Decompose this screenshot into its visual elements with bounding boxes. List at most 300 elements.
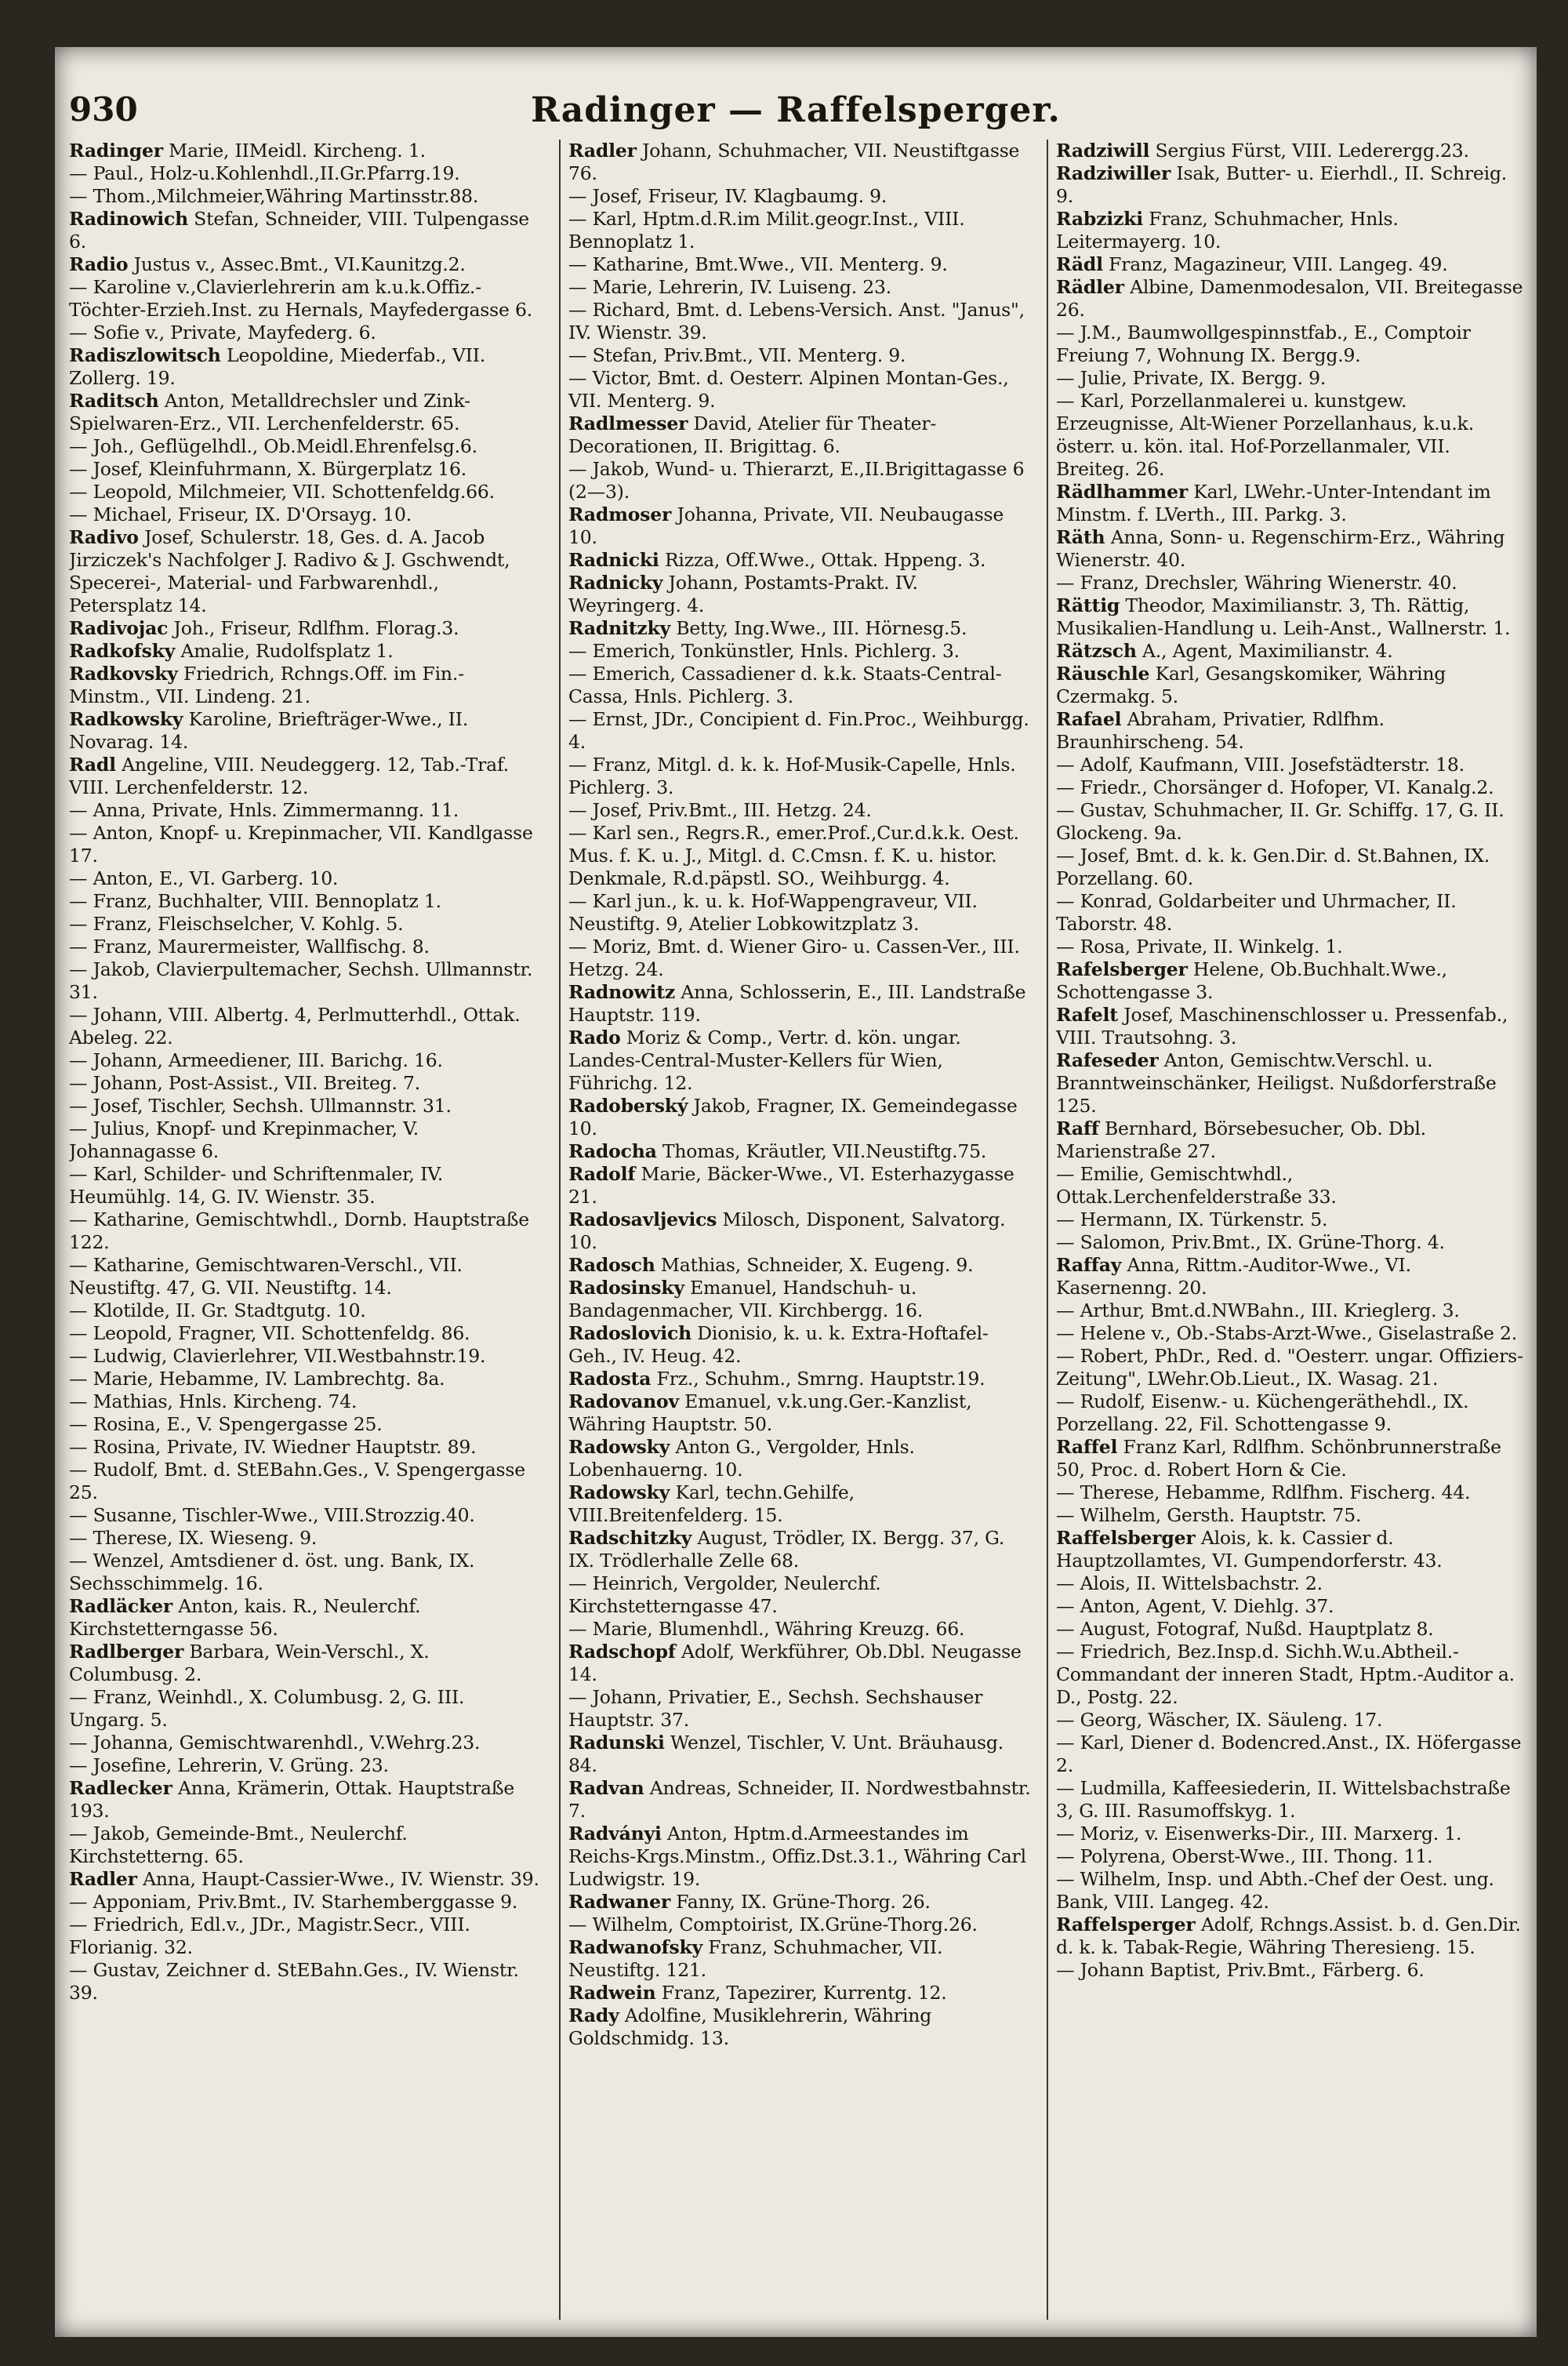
entry-text: Wenzel, Tischler, V. Unt. Bräuhausg. 84. (568, 1732, 1004, 1776)
entry-text: Isak, Butter- u. Eierhdl., II. Schreig. 9. (1056, 162, 1508, 207)
entry-text: — Johann, Armeediener, III. Barichg. 16. (69, 1049, 443, 1071)
directory-entry (69, 458, 539, 481)
entry-text: — Friedrich, Bez.Insp.d. Sichh.W.u.Abtheil.-Commandant der inneren Stadt, Hptm.-Auditor a. D., Postg. 22. (1056, 1641, 1515, 1708)
directory-entry (568, 1481, 1035, 1527)
entry-text: Karl, Gesangskomiker, Währing Czermakg. 5. (1056, 663, 1446, 707)
entry-surname: Radunski (568, 1732, 665, 1754)
directory-entry (1056, 1322, 1526, 1345)
directory-entry (69, 1891, 539, 1914)
entry-text: — Wilhelm, Insp. und Abth.-Chef der Oest. ung. Bank, VIII. Langeg. 42. (1056, 1868, 1494, 1913)
entry-text: — Leopold, Fragner, VII. Schottenfeldg. 86. (69, 1322, 470, 1344)
entry-text: — Gustav, Zeichner d. StEBahn.Ges., IV. Wienstr. 39. (69, 1959, 519, 2004)
entry-text: — Katharine, Gemischtwhdl., Dornb. Hauptstraße 122. (69, 1208, 529, 1253)
directory-entry (69, 1732, 539, 1754)
directory-entry (69, 708, 539, 754)
entry-surname: Räuschle (1056, 663, 1150, 685)
directory-entry (568, 1436, 1035, 1481)
directory-page (55, 47, 1537, 2337)
entry-surname: Radl (69, 754, 116, 776)
directory-entry (69, 754, 539, 799)
entry-text: — August, Fotograf, Nußd. Hauptplatz 8. (1056, 1618, 1434, 1640)
entry-surname: Rabzizki (1056, 208, 1143, 230)
entry-text: Milosch, Disponent, Salvatorg. 10. (568, 1208, 1006, 1253)
column-2 (559, 140, 1035, 2320)
entry-text: Franz Karl, Rdlfhm. Schönbrunnerstraße 50, Proc. d. Robert Horn & Cie. (1056, 1436, 1501, 1481)
directory-entry (568, 981, 1035, 1027)
directory-entry (69, 481, 539, 503)
directory-entry (568, 549, 1035, 572)
directory-entry (69, 867, 539, 890)
directory-entry (1056, 845, 1526, 890)
directory-entry (568, 617, 1035, 640)
directory-entry (69, 526, 539, 617)
entry-text: — Victor, Bmt. d. Oesterr. Alpinen Montan-Ges., VII. Menterg. 9. (568, 367, 1009, 412)
entry-text: — Jakob, Gemeinde-Bmt., Neulerchf. Kirchstetterng. 65. (69, 1823, 408, 1867)
directory-entry (1056, 936, 1526, 958)
directory-entry (568, 299, 1035, 344)
entry-text: — Therese, Hebamme, Rdlfhm. Fischerg. 44. (1056, 1481, 1471, 1503)
directory-entry (568, 1891, 1035, 1914)
directory-entry (1056, 1527, 1526, 1572)
entry-text: Karl, LWehr.-Unter-Intendant im Minstm. f. LVerth., III. Parkg. 3. (1056, 481, 1491, 525)
entry-text: — Katharine, Bmt.Wwe., VII. Menterg. 9. (568, 253, 948, 275)
entry-text: Anna, Krämerin, Ottak. Hauptstraße 193. (69, 1777, 515, 1822)
entry-surname: Radwanofsky (568, 1936, 703, 1958)
directory-entry (1056, 1914, 1526, 1959)
entry-text: — Susanne, Tischler-Wwe., VIII.Strozzig.40. (69, 1504, 475, 1526)
entry-text: Thomas, Kräutler, VII.Neustiftg.75. (656, 1140, 987, 1162)
entry-text: — Moriz, v. Eisenwerks-Dir., III. Marxerg. 1. (1056, 1823, 1462, 1844)
entry-surname: Raffelsberger (1056, 1527, 1196, 1549)
entry-text: — Rudolf, Eisenw.- u. Küchengeräthehdl., IX. Porzellang. 22, Fil. Schottengasse 9. (1056, 1390, 1469, 1435)
directory-entry (69, 185, 539, 208)
entry-text: — Anna, Private, Hnls. Zimmermanng. 11. (69, 799, 459, 821)
entry-text: — Wilhelm, Comptoirist, IX.Grüne-Thorg.26. (568, 1914, 978, 1935)
directory-entry (568, 1982, 1035, 2004)
directory-entry (69, 1550, 539, 1595)
entry-text: — Gustav, Schuhmacher, II. Gr. Schiffg. 17, G. II. Glockeng. 9a. (1056, 799, 1504, 844)
entry-text: Emanuel, Handschuh- u. Bandagenmacher, VII. Kirchbergg. 16. (568, 1277, 924, 1321)
entry-text: — Georg, Wäscher, IX. Säuleng. 17. (1056, 1709, 1383, 1731)
directory-entry (69, 1345, 539, 1368)
directory-entry (1056, 958, 1526, 1004)
entry-text: Bernhard, Börsebesucher, Ob. Dbl. Marienstraße 27. (1056, 1118, 1426, 1162)
entry-text: — Johann, VIII. Albertg. 4, Perlmutterhdl., Ottak. Abeleg. 22. (69, 1004, 521, 1049)
directory-entry (1056, 1732, 1526, 1777)
directory-entry (568, 1527, 1035, 1572)
directory-entry (568, 572, 1035, 617)
entry-text: — Johann Baptist, Priv.Bmt., Färberg. 6. (1056, 1959, 1425, 1981)
entry-text: — Rosa, Private, II. Winkelg. 1. (1056, 936, 1343, 958)
entry-surname: Radoberský (568, 1095, 688, 1117)
entry-surname: Raff (1056, 1118, 1099, 1139)
directory-entry (568, 458, 1035, 503)
entry-text: David, Atelier für Theater-Decorationen, II. Brigittag. 6. (568, 413, 937, 457)
directory-entry (568, 1254, 1035, 1277)
entry-text: — Mathias, Hnls. Kircheng. 74. (69, 1390, 358, 1412)
entry-text: — Anton, Agent, V. Diehlg. 37. (1056, 1595, 1334, 1617)
directory-entry (1056, 594, 1526, 640)
directory-entry (1056, 1959, 1526, 1982)
directory-entry (1056, 663, 1526, 708)
directory-entry (1056, 526, 1526, 572)
entry-text: Barbara, Wein-Verschl., X. Columbusg. 2. (69, 1641, 430, 1685)
entry-text: Sergius Fürst, VIII. Lederergg.23. (1149, 140, 1469, 162)
entry-surname: Radowsky (568, 1481, 670, 1503)
entry-surname: Radinger (69, 140, 163, 162)
directory-entry (1056, 1118, 1526, 1163)
entry-text: — Hermann, IX. Türkenstr. 5. (1056, 1208, 1328, 1230)
directory-entry (1056, 1163, 1526, 1208)
entry-text: — Julius, Knopf- und Krepinmacher, V. Johannagasse 6. (69, 1118, 419, 1162)
entry-text: — Emerich, Cassadiener d. k.k. Staats-Central-Cassa, Hnls. Pichlerg. 3. (568, 663, 1002, 707)
directory-entry (1056, 799, 1526, 845)
directory-entry (1056, 1049, 1526, 1118)
directory-entry (568, 640, 1035, 663)
entry-surname: Radler (568, 140, 637, 162)
directory-entry (1056, 1345, 1526, 1390)
entry-text: — Josef, Friseur, IV. Klagbaumg. 9. (568, 185, 887, 207)
directory-entry (568, 1027, 1035, 1095)
entry-text: Josef, Maschinenschlosser u. Pressenfab., VIII. Trautsohng. 3. (1056, 1004, 1508, 1049)
directory-entry (69, 1595, 539, 1641)
entry-surname: Radocha (568, 1140, 657, 1162)
entry-text: Anton G., Vergolder, Hnls. Lobenhauerng. 10. (568, 1436, 915, 1481)
entry-text: — Josef, Bmt. d. k. k. Gen.Dir. d. St.Bahnen, IX. Porzellang. 60. (1056, 845, 1490, 889)
entry-surname: Radlberger (69, 1641, 184, 1663)
directory-entry (1056, 1777, 1526, 1823)
entry-surname: Radlecker (69, 1777, 172, 1799)
entry-text: — Sofie v., Private, Mayfederg. 6. (69, 322, 376, 343)
entry-text: — Klotilde, II. Gr. Stadtgutg. 10. (69, 1299, 366, 1321)
entry-surname: Rafael (1056, 708, 1122, 730)
directory-entry (1056, 367, 1526, 390)
entry-text: Anton, Metalldrechsler und Zink-Spielwaren-Erz., VII. Lerchenfelderstr. 65. (69, 390, 470, 434)
entry-text: — Franz, Maurermeister, Wallfischg. 8. (69, 936, 430, 958)
directory-entry (1056, 890, 1526, 936)
entry-surname: Radnicki (568, 549, 659, 571)
entry-surname: Radosavljevics (568, 1208, 717, 1230)
entry-text: — Franz, Buchhalter, VIII. Bennoplatz 1. (69, 890, 441, 912)
entry-surname: Radmoser (568, 503, 672, 525)
entry-surname: Rädlhammer (1056, 481, 1189, 503)
entry-text: — Emerich, Tonkünstler, Hnls. Pichlerg. 3. (568, 640, 960, 662)
directory-entry (1056, 1572, 1526, 1595)
directory-entry (1056, 776, 1526, 799)
directory-entry (1056, 1208, 1526, 1231)
entry-text: Josef, Schulerstr. 18, Ges. d. A. Jacob Jirziczek's Nachfolger J. Radivo & J. Gschwendt, Specerei-, Material- und Farbwarenhdl., Petersplatz 14. (69, 526, 510, 616)
entry-surname: Radnitzky (568, 617, 671, 639)
entry-text: Anton, Hptm.d.Armeestandes im Reichs-Krgs.Minstm., Offiz.Dst.3.1., Währing Carl Ludwigstr. 19. (568, 1823, 1026, 1890)
directory-entry (69, 1322, 539, 1345)
entry-surname: Rado (568, 1027, 621, 1049)
entry-surname: Radowsky (568, 1436, 670, 1458)
entry-text: — Karl, Hptm.d.R.im Milit.geogr.Inst., VIII. Bennoplatz 1. (568, 208, 965, 253)
directory-entry (1056, 1504, 1526, 1527)
entry-text: Albine, Damenmodesalon, VII. Breitegasse 26. (1056, 276, 1523, 321)
entry-text: — Emilie, Gemischtwhdl., Ottak.Lerchenfelderstraße 33. (1056, 1163, 1337, 1208)
entry-text: — Franz, Mitgl. d. k. k. Hof-Musik-Capelle, Hnls. Pichlerg. 3. (568, 754, 1016, 798)
directory-entry (1056, 390, 1526, 481)
entry-text: — Karoline v.,Clavierlehrerin am k.u.k.Offiz.-Töchter-Erzieh.Inst. zu Hernals, Mayfedergasse 6. (69, 276, 532, 321)
entry-text: Joh., Friseur, Rdlfhm. Florag.3. (168, 617, 459, 639)
entry-text: Anna, Rittm.-Auditor-Wwe., VI. Kasernenng. 20. (1056, 1254, 1411, 1299)
entry-surname: Rättig (1056, 594, 1120, 616)
entry-text: — Leopold, Milchmeier, VII. Schottenfeldg.66. (69, 481, 495, 503)
directory-entry (568, 1163, 1035, 1208)
directory-entry (69, 1299, 539, 1322)
page-number: 930 (69, 90, 138, 129)
entry-text: — Josef, Tischler, Sechsh. Ullmannstr. 31. (69, 1095, 452, 1117)
entry-text: Franz, Magazineur, VIII. Langeg. 49. (1102, 253, 1448, 275)
directory-entry (568, 663, 1035, 708)
directory-entry (69, 890, 539, 913)
directory-entry (568, 2004, 1035, 2050)
entry-text: — Michael, Friseur, IX. D'Orsayg. 10. (69, 503, 412, 525)
entry-text: — Marie, Lehrerin, IV. Luiseng. 23. (568, 276, 892, 298)
entry-text: Anna, Schlosserin, E., III. Landstraße Hauptstr. 119. (568, 981, 1026, 1026)
entry-surname: Radio (69, 253, 129, 275)
directory-entry (69, 253, 539, 276)
directory-entry (568, 413, 1035, 458)
entry-text: — Johann, Post-Assist., VII. Breiteg. 7. (69, 1072, 421, 1094)
entry-text: Moriz & Comp., Vertr. d. kön. ungar. Landes-Central-Muster-Kellers für Wien, Führichg. 12. (568, 1027, 961, 1094)
directory-entry (1056, 572, 1526, 594)
entry-surname: Radinowich (69, 208, 188, 230)
directory-entry (69, 822, 539, 867)
directory-entry (568, 140, 1035, 185)
entry-surname: Radkovsky (69, 663, 178, 685)
directory-entry (69, 140, 539, 162)
entry-text: Johann, Schuhmacher, VII. Neustiftgasse 76. (568, 140, 1020, 184)
entry-text: Karoline, Briefträger-Wwe., II. Novarag. 14. (69, 708, 469, 753)
directory-entry (69, 640, 539, 663)
directory-entry (1056, 1845, 1526, 1868)
directory-entry (69, 1004, 539, 1049)
directory-entry (69, 208, 539, 253)
directory-entry (568, 1208, 1035, 1254)
entry-surname: Radovanov (568, 1390, 679, 1412)
directory-entry (69, 958, 539, 1004)
directory-entry (69, 1641, 539, 1686)
directory-entry (1056, 253, 1526, 276)
directory-entry (568, 1686, 1035, 1732)
entry-surname: Raffay (1056, 1254, 1122, 1276)
entry-text: — Salomon, Priv.Bmt., IX. Grüne-Thorg. 4. (1056, 1231, 1445, 1253)
directory-entry (69, 1254, 539, 1299)
directory-entry (69, 936, 539, 958)
entry-text: — Konrad, Goldarbeiter und Uhrmacher, II. Taborstr. 48. (1056, 890, 1457, 935)
entry-text: — Johann, Privatier, E., Sechsh. Sechshauser Hauptstr. 37. (568, 1686, 983, 1731)
entry-text: — Anton, Knopf- u. Krepinmacher, VII. Kandlgasse 17. (69, 822, 533, 867)
entry-surname: Radkofsky (69, 640, 176, 662)
directory-entry (568, 1390, 1035, 1436)
directory-entry (69, 322, 539, 344)
directory-entry (1056, 1231, 1526, 1254)
directory-entry (69, 913, 539, 936)
entry-text: Stefan, Schneider, VIII. Tulpengasse 6. (69, 208, 530, 253)
entry-text: — Rosina, Private, IV. Wiedner Hauptstr. 89. (69, 1436, 477, 1458)
entry-surname: Radványi (568, 1823, 662, 1844)
directory-entry (568, 1140, 1035, 1163)
entry-text: — Karl, Diener d. Bodencred.Anst., IX. Höfergasse 2. (1056, 1732, 1522, 1776)
entry-surname: Rafelt (1056, 1004, 1118, 1026)
entry-text: Marie, Bäcker-Wwe., VI. Esterhazygasse 21. (568, 1163, 1014, 1208)
directory-entry (69, 1527, 539, 1550)
entry-surname: Radziwiller (1056, 162, 1171, 184)
directory-entry (1056, 276, 1526, 322)
directory-entry (1056, 640, 1526, 663)
entry-surname: Rätzsch (1056, 640, 1137, 662)
directory-entry (69, 1118, 539, 1163)
directory-entry (69, 663, 539, 708)
directory-entry (568, 1277, 1035, 1322)
entry-surname: Radnicky (568, 572, 663, 594)
directory-entry (1056, 1641, 1526, 1709)
entry-text: Helene, Ob.Buchhalt.Wwe., Schottengasse 3. (1056, 958, 1447, 1003)
entry-surname: Radschitzky (568, 1527, 692, 1549)
directory-entry (568, 344, 1035, 367)
entry-surname: Radoslovich (568, 1322, 692, 1344)
directory-entry (69, 1777, 539, 1823)
directory-entry (568, 1777, 1035, 1823)
entry-text: Angeline, VIII. Neudeggerg. 12, Tab.-Traf. VIII. Lerchenfelderstr. 12. (69, 754, 509, 798)
entry-text: — Wilhelm, Gersth. Hauptstr. 75. (1056, 1504, 1362, 1526)
entry-text: — Karl, Porzellanmalerei u. kunstgew. Erzeugnisse, Alt-Wiener Porzellanhaus, k.u.k. österr. u. kön. ital. Hof-Porzellanmaler, VII. Breiteg. 26. (1056, 390, 1474, 480)
entry-text: — Marie, Hebamme, IV. Lambrechtg. 8a. (69, 1368, 445, 1390)
entry-surname: Radwaner (568, 1891, 671, 1913)
directory-entry (568, 708, 1035, 754)
entry-text: — Therese, IX. Wieseng. 9. (69, 1527, 318, 1549)
directory-entry (568, 936, 1035, 981)
entry-text: — Wenzel, Amtsdiener d. öst. ung. Bank, IX. Sechsschimmelg. 16. (69, 1550, 475, 1594)
entry-text: Adolfine, Musiklehrerin, Währing Goldschmidg. 13. (568, 2004, 932, 2049)
directory-entry (69, 1095, 539, 1118)
directory-entry (1056, 1595, 1526, 1618)
entry-text: Justus v., Assec.Bmt., VI.Kaunitzg.2. (128, 253, 466, 275)
entry-text: — Karl, Schilder- und Schriftenmaler, IV. Heumühlg. 14, G. IV. Wienstr. 35. (69, 1163, 444, 1208)
directory-entry (69, 276, 539, 322)
entry-text: — Helene v., Ob.-Stabs-Arzt-Wwe., Giselastraße 2. (1056, 1322, 1518, 1344)
entry-text: Adolf, Rchngs.Assist. b. d. Gen.Dir. d. k. k. Tabak-Regie, Währing Theresieng. 15. (1056, 1914, 1521, 1958)
directory-entry (568, 1914, 1035, 1936)
entry-text: — Franz, Weinhdl., X. Columbusg. 2, G. III. Ungarg. 5. (69, 1686, 465, 1731)
entry-text: — Franz, Fleischselcher, V. Kohlg. 5. (69, 913, 404, 935)
directory-entry (568, 503, 1035, 549)
entry-text: — Anton, E., VI. Garberg. 10. (69, 867, 339, 889)
directory-entry (69, 162, 539, 185)
page-header (55, 90, 1537, 145)
column-3 (1047, 140, 1526, 2320)
directory-entry (1056, 1390, 1526, 1436)
entry-surname: Radosch (568, 1254, 655, 1276)
directory-entry (1056, 708, 1526, 754)
entry-text: Dionisio, k. u. k. Extra-Hoftafel-Geh., IV. Heug. 42. (568, 1322, 989, 1367)
entry-text: Karl, techn.Gehilfe, VIII.Breitenfelderg. 15. (568, 1481, 855, 1526)
entry-surname: Rädler (1056, 276, 1124, 298)
entry-text: — Josef, Kleinfuhrmann, X. Bürgerplatz 16. (69, 458, 466, 480)
entry-text: — Adolf, Kaufmann, VIII. Josefstädterstr. 18. (1056, 754, 1465, 776)
entry-text: — Ernst, JDr., Concipient d. Fin.Proc., Weihburgg. 4. (568, 708, 1029, 753)
entry-text: — Stefan, Priv.Bmt., VII. Menterg. 9. (568, 344, 906, 366)
directory-entry (1056, 1823, 1526, 1845)
directory-entry (69, 1163, 539, 1208)
entry-surname: Radläcker (69, 1595, 173, 1617)
entry-text: — Rudolf, Bmt. d. StEBahn.Ges., V. Spengergasse 25. (69, 1459, 525, 1503)
directory-entry (69, 1823, 539, 1868)
directory-entry (568, 1732, 1035, 1777)
entry-surname: Radivo (69, 526, 139, 548)
directory-entry (568, 253, 1035, 276)
directory-entry (1056, 1436, 1526, 1481)
entry-surname: Rädl (1056, 253, 1103, 275)
entry-text: — Thom.,Milchmeier,Währing Martinsstr.88. (69, 185, 479, 207)
directory-entry (568, 1368, 1035, 1390)
entry-text: — Arthur, Bmt.d.NWBahn., III. Krieglerg. 3. (1056, 1299, 1460, 1321)
entry-text: — Johanna, Gemischtwarenhdl., V.Wehrg.23. (69, 1732, 481, 1754)
entry-text: — Marie, Blumenhdl., Währing Kreuzg. 66. (568, 1618, 965, 1640)
entry-surname: Radziwill (1056, 140, 1150, 162)
directory-entry (69, 799, 539, 822)
entry-text: — Rosina, E., V. Spengergasse 25. (69, 1413, 383, 1435)
entry-text: Franz, Schuhmacher, VII. Neustiftg. 121. (568, 1936, 943, 1981)
entry-text: — Richard, Bmt. d. Lebens-Versich. Anst. "Janus", IV. Wienstr. 39. (568, 299, 1025, 343)
entry-text: — Alois, II. Wittelsbachstr. 2. (1056, 1572, 1323, 1594)
entry-text: Emanuel, v.k.ung.Ger.-Kanzlist, Währing Hauptstr. 50. (568, 1390, 972, 1435)
directory-entry (568, 822, 1035, 890)
entry-surname: Radlmesser (568, 413, 688, 434)
entry-text: Fanny, IX. Grüne-Thorg. 26. (670, 1891, 931, 1913)
directory-entry (1056, 754, 1526, 776)
directory-entry (1056, 1709, 1526, 1732)
directory-entry (568, 1572, 1035, 1618)
directory-entry (69, 1413, 539, 1436)
directory-entry (69, 1390, 539, 1413)
directory-entry (1056, 208, 1526, 253)
entry-text: Anna, Sonn- u. Regenschirm-Erz., Währing Wienerstr. 40. (1056, 526, 1505, 571)
directory-entry (568, 1322, 1035, 1368)
entry-surname: Radivojac (69, 617, 169, 639)
column-1 (69, 140, 539, 2320)
entry-text: Amalie, Rudolfsplatz 1. (175, 640, 394, 662)
directory-entry (1056, 1618, 1526, 1641)
entry-text: — Ludwig, Clavierlehrer, VII.Westbahnstr.19. (69, 1345, 486, 1367)
directory-entry (69, 617, 539, 640)
columns (69, 140, 1527, 2320)
entry-text: — Joh., Geflügelhdl., Ob.Meidl.Ehrenfelsg.6. (69, 435, 477, 457)
directory-entry (69, 344, 539, 390)
directory-entry (568, 208, 1035, 253)
entry-surname: Radnowitz (568, 981, 676, 1003)
entry-text: Anton, kais. R., Neulerchf. Kirchstetterngasse 56. (69, 1595, 421, 1640)
directory-entry (568, 276, 1035, 299)
directory-entry (69, 1914, 539, 1959)
entry-text: — Katharine, Gemischtwaren-Verschl., VII. Neustiftg. 47, G. VII. Neustiftg. 14. (69, 1254, 463, 1299)
entry-text: — J.M., Baumwollgespinnstfab., E., Comptoir Freiung 7, Wohnung IX. Bergg.9. (1056, 322, 1471, 366)
entry-text: Mathias, Schneider, X. Eugeng. 9. (655, 1254, 974, 1276)
entry-surname: Radkowsky (69, 708, 183, 730)
entry-surname: Raffelsperger (1056, 1914, 1196, 1935)
directory-entry (69, 1754, 539, 1777)
directory-entry (568, 754, 1035, 799)
entry-surname: Radiszlowitsch (69, 344, 221, 366)
entry-text: Jakob, Fragner, IX. Gemeindegasse 10. (568, 1095, 1018, 1139)
entry-surname: Rafelsberger (1056, 958, 1188, 980)
entry-surname: Radvan (568, 1777, 644, 1799)
directory-entry (69, 1686, 539, 1732)
entry-text: — Julie, Private, IX. Bergg. 9. (1056, 367, 1327, 389)
entry-text: Betty, Ing.Wwe., III. Hörnesg.5. (670, 617, 967, 639)
